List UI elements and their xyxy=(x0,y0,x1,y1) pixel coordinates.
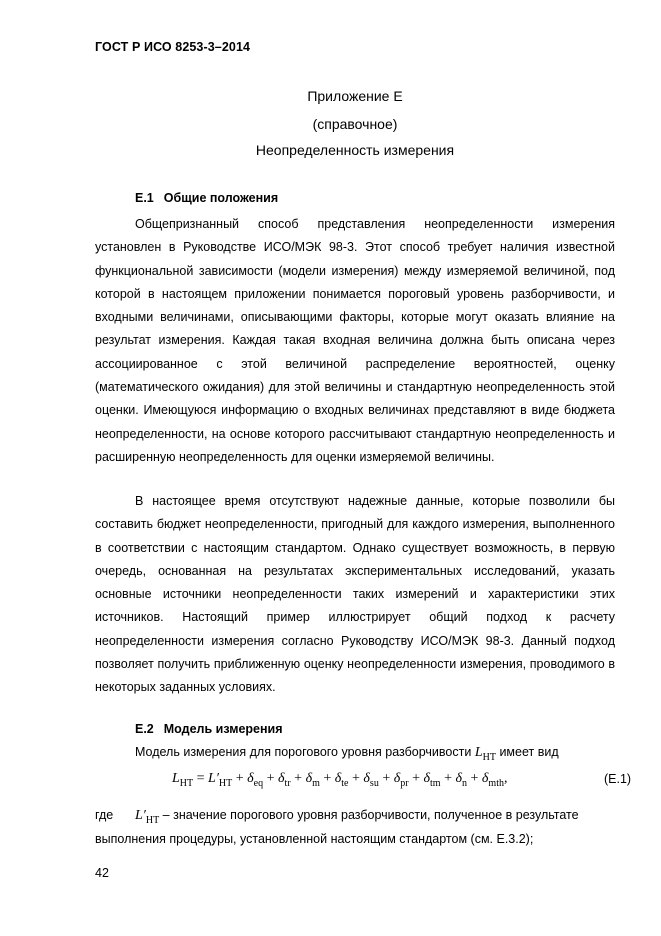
formula-term-n: $\delta_n$ xyxy=(455,771,467,789)
document-code: ГОСТ Р ИСО 8253-3–2014 xyxy=(95,40,251,54)
section-number: Е.2 xyxy=(135,722,154,736)
formula-term-tr: $\delta_{tr}$ xyxy=(278,771,291,789)
formula-term-eq: $\delta_{eq}$ xyxy=(247,771,264,789)
formula-plus: + xyxy=(290,771,306,786)
formula-term-te: $\delta_{te}$ xyxy=(334,771,349,789)
formula-plus: + xyxy=(378,771,394,786)
where-continuation: выполнения процедуры, установленной настоящим стандартом (см. Е.3.2); xyxy=(95,832,534,846)
section-title: Модель измерения xyxy=(163,722,283,736)
page-number: 42 xyxy=(95,866,109,880)
formula-term-tm: $\delta_{tm}$ xyxy=(423,771,441,789)
model-intro-text: Модель измерения для порогового уровня разборчивости xyxy=(135,745,472,759)
formula-lhs: $L_{HT}$ xyxy=(172,771,194,789)
annex-type: (справочное) xyxy=(312,116,398,132)
formula-term-m: $\delta_m$ xyxy=(305,771,320,789)
equation-number: (Е.1) xyxy=(604,772,632,786)
formula-terms xyxy=(232,771,504,789)
paragraph-general-2 xyxy=(95,490,615,700)
formula-plus: + xyxy=(348,771,364,786)
section-title: Общие положения xyxy=(163,191,279,205)
model-intro-tail: имеет вид xyxy=(499,745,559,759)
formula-end: , xyxy=(503,771,508,786)
paragraph-text: Общепризнанный способ представления неопределенности измерения установлен в Руководстве ИСО/МЭК 98-3. Этот способ требует наличия известной функциональной зависимости (модели измерения) между измеряемой величиной, под которой в настоящем приложении понимается пороговый уровень разборчивости, и входными величинами, описывающими факторы, которые могут оказать влияние на результат измерения. Каждая такая входная величина должна быть описана через ассоциированное с этой величиной распределение вероятностей, оценку (математического ожидания) для этой величины и стандартную неопределенность этой оценки. Имеющуюся информацию о входных величинах представляют в виде бюджета неопределенности, на основе которого рассчитывают стандартную неопределенность и расширенную неопределенность для оценки измеряемой величины. xyxy=(95,217,615,464)
annex-title: Приложение Е xyxy=(307,88,403,104)
formula-plus: + xyxy=(319,771,335,786)
intro-symbol: $L_{HT}$ xyxy=(474,745,496,763)
where-word: где xyxy=(95,808,114,822)
annex-name: Неопределенность измерения xyxy=(255,142,455,158)
where-symbol: $L'_{HT}$ xyxy=(135,808,160,826)
formula-equals: = xyxy=(193,771,209,786)
section-heading-e1 xyxy=(135,191,278,205)
measurement-formula xyxy=(172,771,507,789)
formula-term-su: $\delta_{su}$ xyxy=(363,771,379,789)
formula-plus: + xyxy=(408,771,424,786)
formula-plus: + xyxy=(232,771,248,786)
section-number: Е.1 xyxy=(135,191,154,205)
model-intro xyxy=(135,745,559,763)
paragraph-general-1 xyxy=(95,213,615,469)
formula-plus: + xyxy=(263,771,279,786)
formula-term-mth: $\delta_{mth}$ xyxy=(481,771,504,789)
formula-first-term: $L'_{HT}$ xyxy=(208,771,233,789)
section-heading-e2 xyxy=(135,722,283,736)
where-line xyxy=(95,808,615,826)
formula-term-pr: $\delta_{pr}$ xyxy=(393,771,409,789)
paragraph-text: В настоящее время отсутствуют надежные данные, которые позволили бы составить бюджет неопределенности, пригодный для каждого измерения, выполненного в соответствии с настоящим стандартом. Однако существует возможность, в первую очередь, основанная на результатах экспериментальных исследований, указать основные источники неопределенности таких измерений и характеристики этих источников. Настоящий пример иллюстрирует общий подход к расчету неопределенности измерения согласно Руководству ИСО/МЭК 98-3. Данный подход позволяет получить приближенную оценку неопределенности измерения, проводимого в некоторых заданных условиях. xyxy=(95,494,615,695)
formula-plus: + xyxy=(467,771,482,786)
formula-plus: + xyxy=(440,771,456,786)
where-text: – значение порогового уровня разборчивости, полученное в результате xyxy=(159,808,579,822)
